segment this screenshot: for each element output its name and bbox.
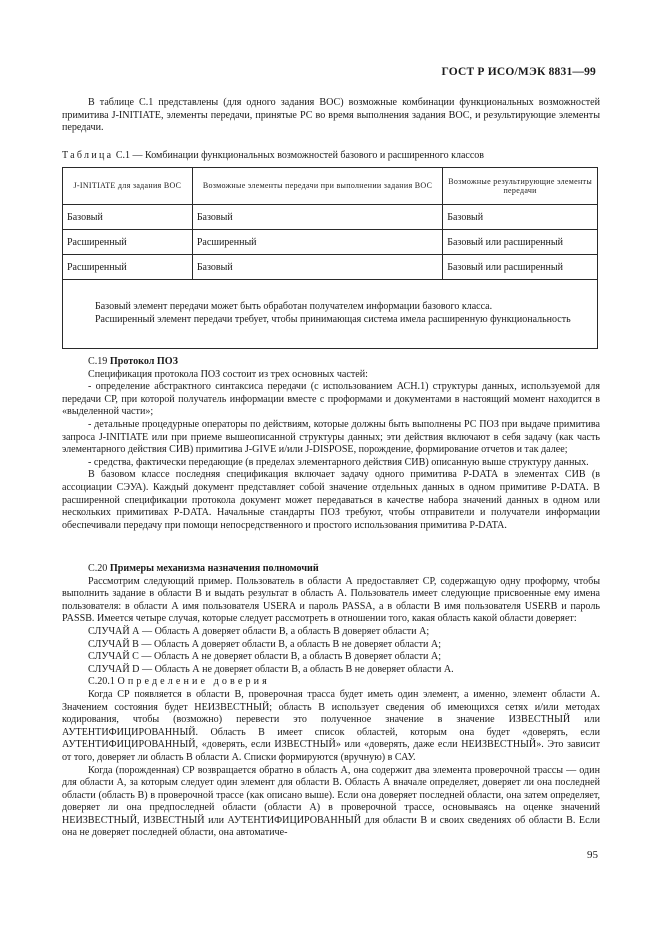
case-line: СЛУЧАЙ А — Область А доверяет области В, а область В доверяет области А;	[88, 625, 430, 637]
table-row	[63, 205, 598, 230]
paragraph: Когда СР появляется в области В, проверочная трасса будет иметь один элемент, а именно, элемент области А. Значением состояния будет НЕИЗВЕСТНЫЙ; область В использует сведения об имеющихся сетях и/или методах кодирования, чтобы (возможно) перевести это полученное значение в значение ИЗВЕСТНЫЙ или АУТЕНТИФИЦИРОВАННЫЙ. Область В имеет список областей, которым она будет «доверять, если АУТЕНТИФИЦИРОВАННЫЙ, «доверять, если ИЗВЕСТНЫЙ» или «доверять, даже если НЕИЗВЕСТНЫЙ». Это зависит от того, доверяет ли область В области А. Списки формируются (вручную) в САУ.	[62, 688, 600, 763]
table-cell: Расширенный	[63, 230, 193, 255]
table-cell: Базовый или расширенный	[443, 255, 598, 280]
table-row	[63, 255, 598, 280]
paragraph: - определение абстрактного синтаксиса передачи (с использованием АСН.1) структуры данных, используемой для передачи СР, при которой получатель информации вместе с проформами и документами в настоящий момент находится в «выделенной части»;	[62, 381, 600, 418]
table-note-cell	[63, 280, 598, 349]
paragraph: Рассмотрим следующий пример. Пользователь в области А предоставляет СР, содержащую одну проформу, чтобы выполнить задание в области В и выдать результат в область А. Пользователь имеет следующие присвоенные ему имена пользователя: в области А имя пользователя USERA и пароль PASSA, а в области В имя пользователя USERB и пароль PASSB. Имеется четыре случая, которые следует рассмотреть в отношении того, какая область какой области доверяет:	[62, 575, 600, 625]
table-note: Базовый элемент передачи может быть обработан получателем информации базового класса.	[95, 301, 493, 313]
subsection-heading: С.20.1 Определение доверия	[88, 676, 270, 688]
table-cell: Расширенный	[192, 230, 442, 255]
paragraph: - средства, фактически передающие (в пределах элементарного действия СИВ) описанную выше структуру данных.	[88, 456, 589, 468]
section-heading: С.19 Протокол ПОЗ	[88, 356, 178, 367]
table-cell: Расширенный	[63, 255, 193, 280]
table-cell: Базовый	[192, 205, 442, 230]
standard-header: ГОСТ Р ИСО/МЭК 8831—99	[441, 66, 596, 78]
table-header-cell: Возможные результирующие элементы передачи	[443, 168, 598, 205]
section-heading: С.20 Примеры механизма назначения полномочий	[88, 563, 319, 574]
table-caption-text: С.1 — Комбинации функциональных возможностей базового и расширенного классов	[115, 150, 485, 161]
page-number: 95	[587, 849, 598, 861]
case-line: СЛУЧАЙ С — Область А не доверяет области В, а область В доверяет области А;	[88, 651, 442, 663]
table-header-row	[63, 168, 598, 205]
table-cell: Базовый	[192, 255, 442, 280]
paragraph: Когда (порожденная) СР возвращается обратно в область А, она содержит два элемента проверочной трассы — один для области А, за которым следует один элемент для области В. Область А вначале определяет, доверяет ли она последней области (область В) в проверочной трассе (как описано выше). Если она доверяет последней области, она затем определяет, доверяет ли она предпоследней области (области А) в проверочной трассе, основываясь на оценке значений НЕИЗВЕСТНЫЙ, ИЗВЕСТНЫЙ или АУТЕНТИФИЦИРОВАННЫЙ для области В и своих сведениях об области В. Если она не доверяет последней области, она автоматиче-	[62, 764, 600, 839]
intro-paragraph: В таблице С.1 представлены (для одного задания ВОС) возможные комбинации функциональных возможностей примитива J-INITIATE, элементы передачи, принятые РС во время выполнения задания ВОС, и результирующие элементы передачи.	[62, 97, 600, 134]
section-c20	[62, 563, 600, 840]
case-line: СЛУЧАЙ В — Область А доверяет области В, а область В не доверяет области А;	[88, 638, 442, 650]
paragraph: В базовом классе последняя спецификация включает задачу одного примитива P-DATA в элементах СИВ (в ассоциации СЭУА). Каждый документ представляет собой значение отдельных данных в одном примитиве P-DATA. В расширенной спецификации протокола документ может передаваться в качестве набора значений данных в одном или нескольких примитивах P-DATA. Начальные стандарты ПОЗ требуют, чтобы отправители и получатели информации обеспечивали передачу при помощи непосредственного и простого использования примитива P-DATA.	[62, 469, 600, 531]
paragraph: - детальные процедурные операторы по действиям, которые должны быть выполнены РС ПОЗ при выдаче примитива запроса J-INITIATE или при приеме вышеописанной структуры данных; эти действия включают в себя задачу (как часть элементарного действия СИВ) примитива J-GIVE и/или J-DISPOSE, порождение, формирование отчетов и так далее;	[62, 418, 600, 456]
table-note: Расширенный элемент передачи требует, чтобы принимающая система имела расширенную функциональность	[95, 314, 571, 325]
table-header-cell: Возможные элементы передачи при выполнении задания ВОС	[192, 168, 442, 205]
case-line: СЛУЧАЙ D — Область А не доверяет области В, а область В не доверяет области А.	[88, 663, 454, 675]
table-caption	[62, 150, 602, 161]
table-cell: Базовый или расширенный	[443, 230, 598, 255]
table-row	[63, 230, 598, 255]
table-note-row	[63, 280, 598, 349]
paragraph: Спецификация протокола ПОЗ состоит из трех основных частей:	[88, 368, 368, 380]
combinations-table	[62, 167, 598, 349]
table-cell: Базовый	[63, 205, 193, 230]
table-caption-prefix: Таблица	[62, 150, 114, 161]
section-c19	[62, 356, 600, 532]
table-header-cell: J-INITIATE для задания ВОС	[63, 168, 193, 205]
table-cell: Базовый	[443, 205, 598, 230]
